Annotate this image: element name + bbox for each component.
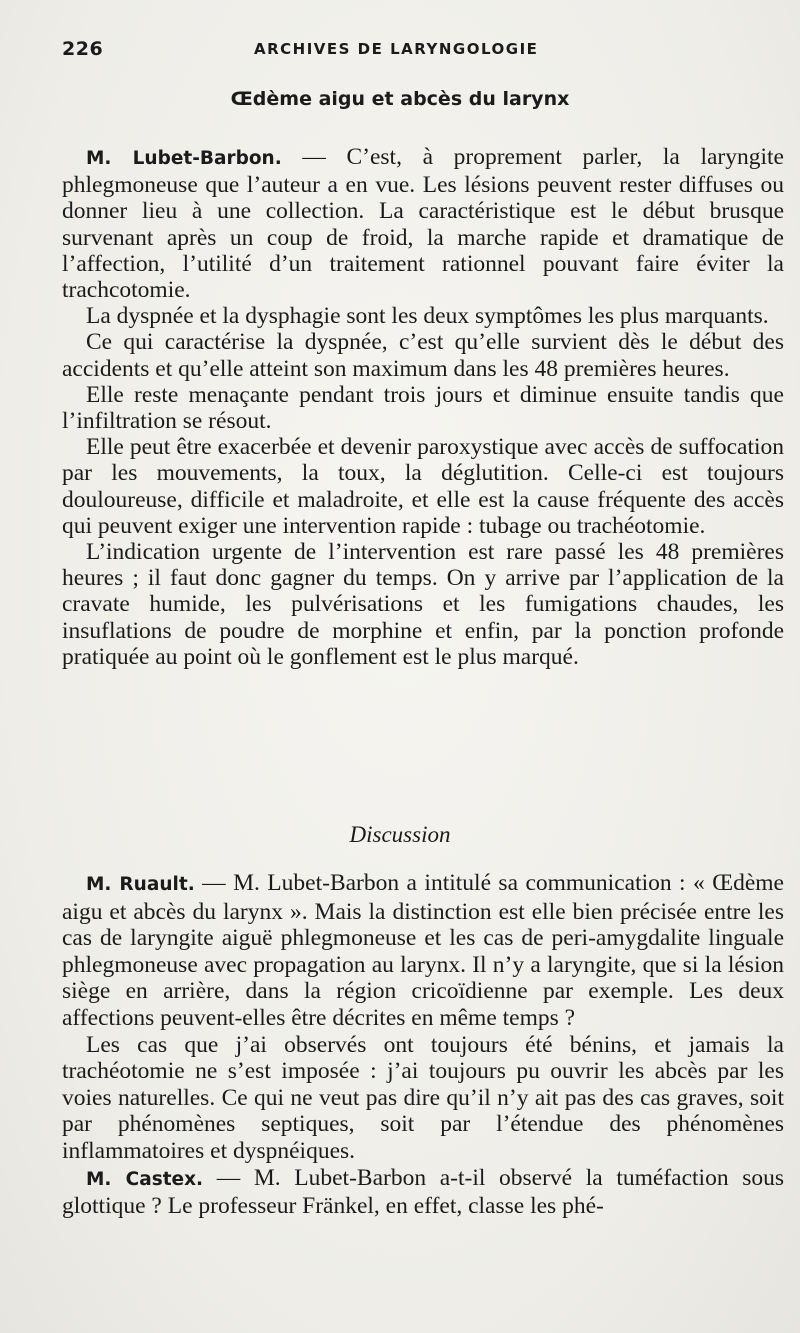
paragraph-text: — C’est, à proprement parler, la laryngite phlegmoneuse que l’auteur a en vue. Les lésions peuvent rester diffuses ou donner lieu à une collection. La caractéristique est le début brusque survenant après un coup de froid, la marche rapide et dramatique de l’affection, l’utilité d’un traitement rationnel pouvant faire éviter la trachcotomie. [62,144,784,304]
paragraph-text: — M. Lubet-Barbon a intitulé sa communication : « Œdème aigu et abcès du larynx ». Mais la distinction est elle bien précisée entre les cas de laryngite aiguë phlegmoneuse et les cas de peri-amygdalite linguale phlegmoneuse avec propagation au larynx. Il n’y a laryngite, que si la lésion siège en arrière, dans la région cricoïdienne par exemple. Les deux affections peuvent-elles être décrites en même temps ? [62,870,784,1031]
paragraph-text: La dyspnée et la dysphagie sont les deux symptômes les plus marquants. [86,303,769,330]
paragraph [62,1032,784,1165]
paragraph [62,870,784,1032]
paragraph [62,144,784,303]
running-head: ARCHIVES DE LARYNGOLOGIE [254,40,539,58]
main-text [62,144,784,670]
paragraph [62,382,784,434]
page-header [62,38,784,68]
discussion-heading: Discussion [349,822,451,847]
paragraph [62,1165,784,1220]
paragraph-text: Les cas que j’ai observés ont toujours été bénins, et jamais la trachéotomie ne s’est imposée : j’ai toujours pu ouvrir les abcès par les voies naturelles. Ce qui ne veut pas dire qu’il n’y ait pas des cas graves, soit par phénomènes septiques, soit par l’étendue des phénomènes inflammatoires et dyspnéiques. [62,1031,784,1164]
paragraph [62,329,784,381]
paragraph [62,303,784,329]
paragraph-text: Elle reste menaçante pendant trois jours et diminue ensuite tandis que l’infiltration se résout. [62,381,784,435]
paragraph-text: Ce qui caractérise la dyspnée, c’est qu’elle survient dès le début des accidents et qu’elle atteint son maximum dans les 48 premières heures. [62,329,784,382]
discussion-text [62,870,784,1220]
paragraph-text: L’indication urgente de l’intervention est rare passé les 48 premières heures ; il faut donc gagner du temps. On y arrive par l’application de la cravate humide, les pulvérisations et les fumigations chaudes, les insuflations de poudre de morphine et enfin, par la ponction profonde pratiquée au point où le gonflement est le plus marqué. [62,539,784,670]
speaker-name: M. Lubet-Barbon. [86,148,282,169]
section-title: Œdème aigu et abcès du larynx [230,88,570,110]
paragraph-text: Elle peut être exacerbée et devenir paroxystique avec accès de suffocation par les mouvements, la toux, la déglutition. Celle-ci est toujours douloureuse, difficile et maladroite, et elle est la cause fréquente des accès qui peuvent exiger une intervention rapide : tubage ou trachéotomie. [62,434,784,539]
speaker-name: M. Ruault. [86,874,195,895]
speaker-name: M. Castex. [86,1168,204,1190]
paragraph [62,539,784,670]
paragraph-text: — M. Lubet-Barbon a-t-il observé la tuméfaction sous glottique ? Le professeur Fränkel, en effet, classe les phé- [62,1164,784,1220]
paragraph [62,434,784,539]
page-number: 226 [62,38,104,60]
